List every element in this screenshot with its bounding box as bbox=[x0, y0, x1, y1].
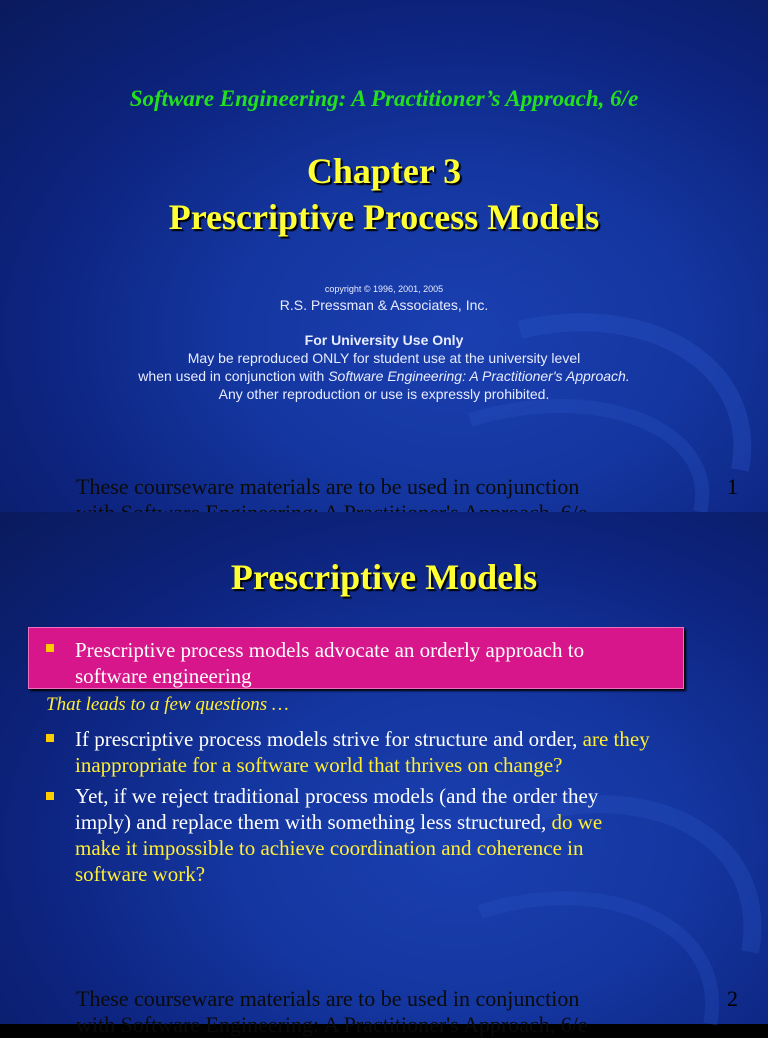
bullet-2 bbox=[75, 783, 602, 887]
slide-2-footer-line-cut: with Software Engineering: A Practitioner's Approach, 6/e bbox=[76, 1012, 588, 1037]
bullet-2-plain: imply) and replace them with something less structured, bbox=[75, 810, 552, 834]
bullet-2-highlight-a: do we bbox=[551, 810, 603, 834]
usage-line-2-prefix: when used in conjunction with bbox=[138, 368, 329, 384]
bullet-1-line-1 bbox=[75, 726, 650, 752]
background-swirl bbox=[0, 0, 768, 512]
slide-1-page-number: 1 bbox=[727, 474, 738, 499]
slide-2-title: Prescriptive Models bbox=[230, 557, 538, 597]
bullet-1-highlight-b: inappropriate for a software world that thrives on change? bbox=[75, 753, 563, 777]
bullet-2-line-2 bbox=[75, 809, 602, 835]
usage-line-2-book: Software Engineering: A Practitioner's Approach. bbox=[328, 368, 630, 384]
leads-text: That leads to a few questions … bbox=[46, 694, 289, 715]
bullet-icon bbox=[46, 644, 54, 652]
chapter-title: Prescriptive Process Models bbox=[168, 197, 600, 237]
bullet-2-line-1: Yet, if we reject traditional process models (and the order they bbox=[75, 784, 599, 808]
slide-2 bbox=[0, 512, 768, 1037]
usage-line-2 bbox=[0, 368, 768, 384]
bullet-icon bbox=[46, 734, 54, 742]
bullet-2-highlight-b: make it impossible to achieve coordination and coherence in bbox=[75, 836, 584, 860]
book-title: Software Engineering: A Practitioner’s Approach, 6/e bbox=[129, 86, 639, 111]
box-text-line-2: software engineering bbox=[75, 664, 252, 688]
copyright-owner: R.S. Pressman & Associates, Inc. bbox=[279, 297, 489, 313]
usage-line-3: Any other reproduction or use is expressly prohibited. bbox=[218, 386, 550, 402]
slide-2-page-number: 2 bbox=[727, 986, 738, 1011]
bullet-2-highlight-c: software work? bbox=[75, 862, 206, 886]
bullet-icon bbox=[46, 792, 54, 800]
box-text-line-1: Prescriptive process models advocate an orderly approach to bbox=[75, 638, 585, 662]
slide-1-footer-line: These courseware materials are to be used in conjunction bbox=[76, 474, 580, 499]
copyright-notice: copyright © 1996, 2001, 2005 bbox=[324, 284, 444, 294]
usage-line-1: May be reproduced ONLY for student use at the university level bbox=[187, 350, 581, 366]
university-use-heading: For University Use Only bbox=[304, 332, 464, 348]
slide-1 bbox=[0, 0, 768, 512]
slide-2-footer bbox=[76, 986, 588, 1038]
bullet-1-highlight-a: are they bbox=[582, 727, 650, 751]
bullet-1-plain: If prescriptive process models strive for structure and order, bbox=[75, 727, 583, 751]
slide-2-footer-line: These courseware materials are to be used in conjunction bbox=[76, 986, 580, 1011]
chapter-number: Chapter 3 bbox=[306, 151, 462, 191]
box-text bbox=[75, 637, 584, 689]
bullet-1 bbox=[75, 726, 650, 778]
